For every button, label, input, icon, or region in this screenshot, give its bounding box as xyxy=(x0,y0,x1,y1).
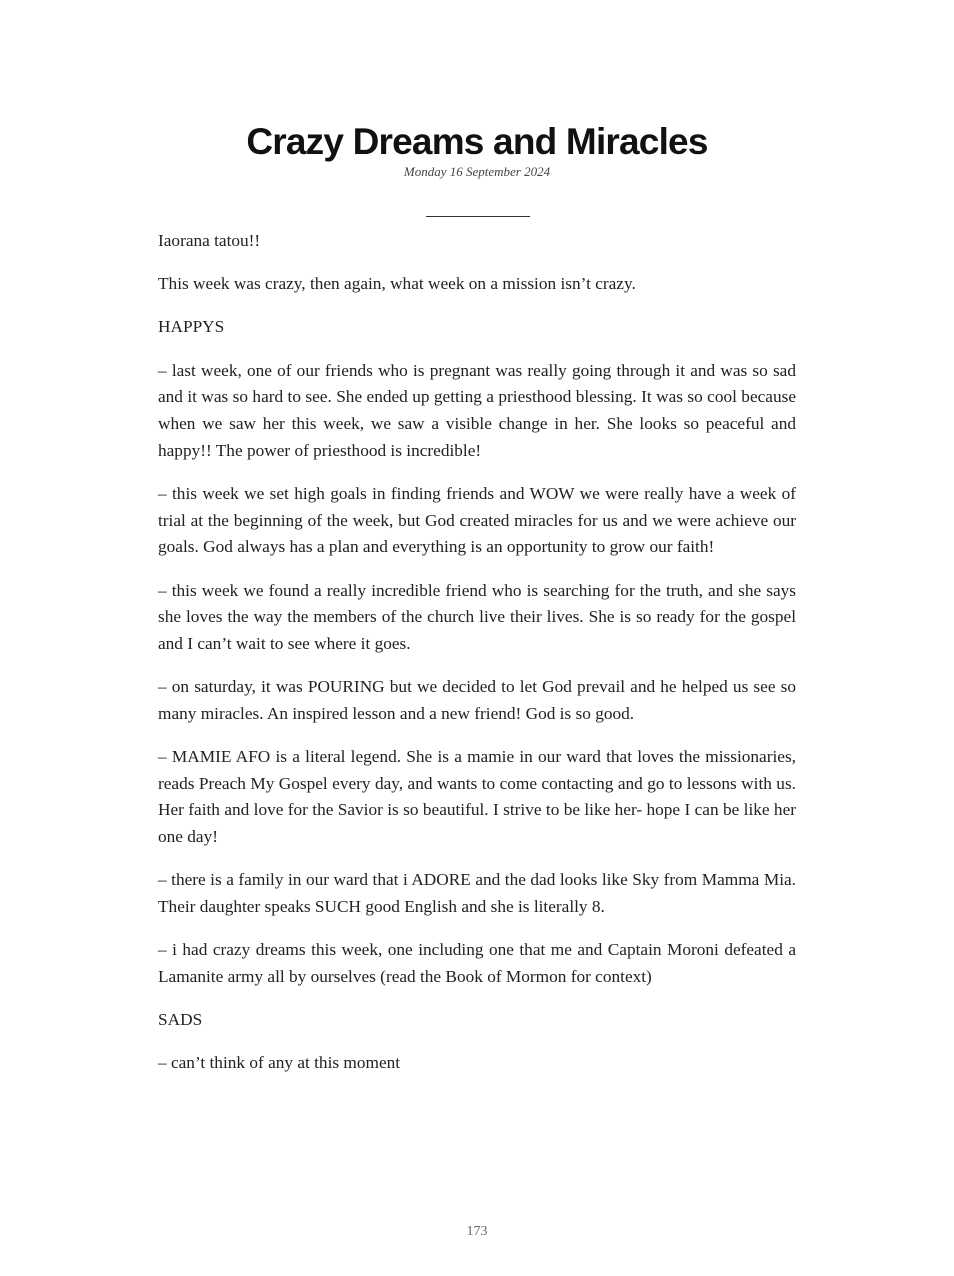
happy-item-crazy-dreams: – i had crazy dreams this week, one including one that me and Captain Moroni defeated a Lamanite army all by ourselves (read the Book of Mormon for context) xyxy=(158,940,796,986)
section-heading-sads: SADS xyxy=(158,1010,203,1030)
happy-item-mamie-afo: – MAMIE AFO is a literal legend. She is a mamie in our ward that loves the missionaries, reads Preach My Gospel every day, and wants to come contacting and go to lessons with us. Her faith and love for the Savior is so beautiful. I strive to be like her- hope I can be like her one day! xyxy=(158,747,796,847)
happy-item-saturday-rain: – on saturday, it was POURING but we decided to let God prevail and he helped us see so many miracles. An inspired lesson and a new friend! God is so good. xyxy=(158,677,796,723)
section-heading-happys: HAPPYS xyxy=(158,317,225,337)
page-title: Crazy Dreams and Miracles xyxy=(246,121,708,162)
page-number: 173 xyxy=(466,1224,488,1239)
happy-item-priesthood-blessing: – last week, one of our friends who is pregnant was really going through it and was so sad and it was so hard to see. She ended up getting a priesthood blessing. It was so cool because when we saw her this week, we saw a visible change in her. She looks so peaceful and happy!! The power of priesthood is incredible! xyxy=(158,360,796,460)
sad-item: – can’t think of any at this moment xyxy=(158,1053,401,1073)
title-divider xyxy=(426,216,530,217)
intro-paragraph: This week was crazy, then again, what week on a mission isn’t crazy. xyxy=(158,274,636,294)
happy-item-new-friend: – this week we found a really incredible friend who is searching for the truth, and she says she loves the way the members of the church live their lives. She is so ready for the gospel and I can’t wait to see where it goes. xyxy=(158,580,796,653)
article-body xyxy=(158,228,796,1094)
happy-item-finding-goals: – this week we set high goals in finding friends and WOW we were really have a week of trial at the beginning of the week, but God created miracles for us and we were achieve our goals. God always has a plan and everything is an opportunity to grow our faith! xyxy=(158,483,796,557)
happy-item-ward-family: – there is a family in our ward that i ADORE and the dad looks like Sky from Mamma Mia. Their daughter speaks SUCH good English and she is literally 8. xyxy=(158,870,796,917)
greeting-paragraph: Iaorana tatou!! xyxy=(158,231,261,250)
post-date: Monday 16 September 2024 xyxy=(403,164,551,179)
